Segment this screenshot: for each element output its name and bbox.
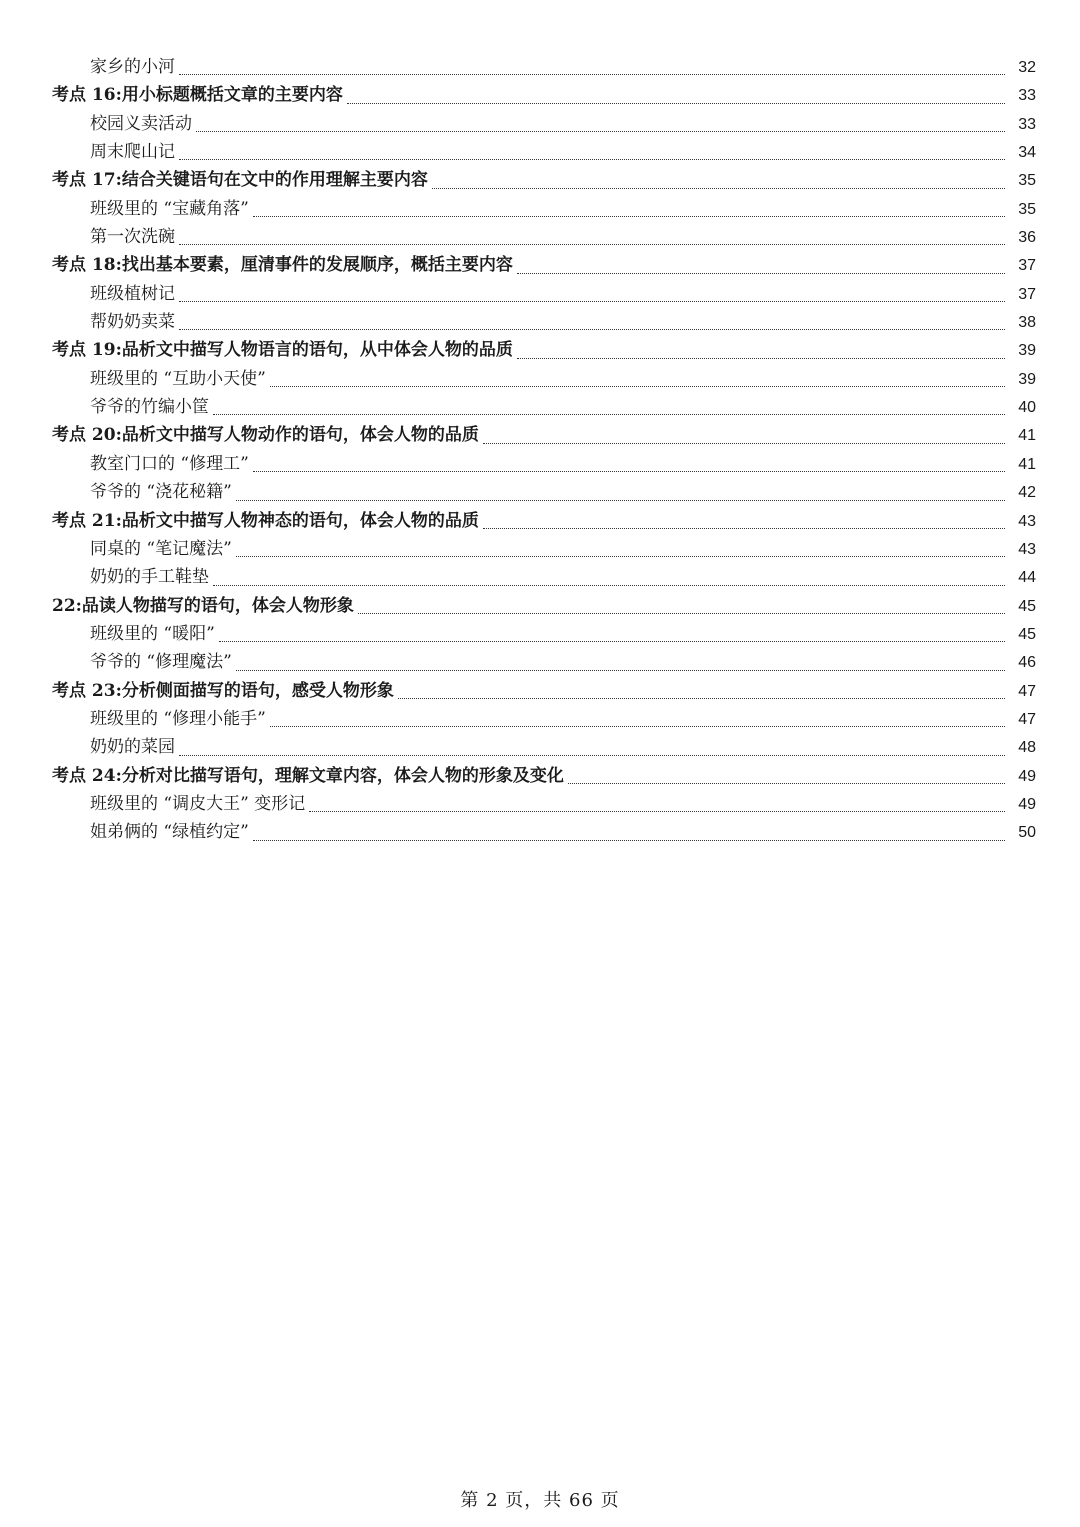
toc-entry-title: 考点 24:分析对比描写语句，理解文章内容，体会人物的形象及变化 xyxy=(52,765,564,786)
toc-page-number: 50 xyxy=(1018,824,1036,842)
toc-entry-title: 爷爷的 “修理魔法” xyxy=(90,652,232,673)
dot-leader xyxy=(347,102,1005,104)
dot-leader xyxy=(253,215,1005,217)
toc-entry-title: 考点 16:用小标题概括文章的主要内容 xyxy=(52,85,343,106)
toc-page-number: 46 xyxy=(1018,654,1036,672)
dot-leader xyxy=(236,499,1005,501)
toc-entry[interactable] xyxy=(52,223,1036,251)
toc-page-number: 37 xyxy=(1018,257,1036,275)
toc-page-number: 38 xyxy=(1018,314,1036,332)
toc-entry-title: 考点 23:分析侧面描写的语句，感受人物形象 xyxy=(52,680,394,701)
dot-leader xyxy=(270,725,1005,727)
toc-entry[interactable] xyxy=(52,733,1036,761)
toc-entry[interactable] xyxy=(52,563,1036,591)
toc-section-heading[interactable] xyxy=(52,166,1036,194)
dot-leader xyxy=(398,697,1005,699)
toc-entry[interactable] xyxy=(52,53,1036,81)
toc-page-number: 49 xyxy=(1018,767,1036,785)
dot-leader xyxy=(517,272,1005,274)
toc-entry-title: 考点 17:结合关键语句在文中的作用理解主要内容 xyxy=(52,170,428,191)
toc-section-heading[interactable] xyxy=(52,762,1036,790)
toc-entry[interactable] xyxy=(52,280,1036,308)
toc-page-number: 36 xyxy=(1018,229,1036,247)
dot-leader xyxy=(236,669,1005,671)
toc-entry-title: 班级里的 “暖阳” xyxy=(90,623,215,644)
dot-leader xyxy=(483,527,1005,529)
toc-entry-title: 考点 18:找出基本要素，厘清事件的发展顺序，概括主要内容 xyxy=(52,255,513,276)
dot-leader xyxy=(179,243,1005,245)
toc-entry[interactable] xyxy=(52,818,1036,846)
toc-entry[interactable] xyxy=(52,535,1036,563)
dot-leader xyxy=(253,839,1005,841)
toc-entry[interactable] xyxy=(52,620,1036,648)
toc-page-number: 35 xyxy=(1018,172,1036,190)
toc-entry-title: 班级里的 “宝藏角落” xyxy=(90,198,249,219)
toc-section-heading[interactable] xyxy=(52,251,1036,279)
toc-entry-title: 班级里的 “调皮大王” 变形记 xyxy=(90,793,306,814)
toc-entry-title: 同桌的 “笔记魔法” xyxy=(90,538,232,559)
toc-entry-title: 家乡的小河 xyxy=(90,57,175,77)
toc-entry[interactable] xyxy=(52,138,1036,166)
dot-leader xyxy=(213,584,1005,586)
toc-page-number: 43 xyxy=(1018,540,1036,558)
toc-page-number: 49 xyxy=(1018,795,1036,813)
toc-entry[interactable] xyxy=(52,308,1036,336)
toc-page-number: 45 xyxy=(1018,625,1036,643)
dot-leader xyxy=(219,640,1005,642)
toc-page-number: 47 xyxy=(1018,710,1036,728)
page-footer: 第 2 页，共 66 页 xyxy=(460,1490,620,1511)
toc-section-heading[interactable] xyxy=(52,507,1036,535)
toc-entry-title: 考点 20:品析文中描写人物动作的语句，体会人物的品质 xyxy=(52,425,479,446)
toc-entry-title: 帮奶奶卖菜 xyxy=(90,312,175,333)
dot-leader xyxy=(270,385,1005,387)
toc-page-number: 33 xyxy=(1018,87,1036,105)
toc-entry-title: 第一次洗碗 xyxy=(90,227,175,248)
toc-entry[interactable] xyxy=(52,365,1036,393)
dot-leader xyxy=(432,187,1005,189)
toc-entry-title: 班级植树记 xyxy=(90,283,175,304)
dot-leader xyxy=(358,612,1005,614)
dot-leader xyxy=(483,442,1005,444)
toc-entry-title: 教室门口的 “修理工” xyxy=(90,453,249,474)
dot-leader xyxy=(179,328,1005,330)
dot-leader xyxy=(179,300,1005,302)
toc-page-number: 37 xyxy=(1018,285,1036,303)
toc-section-heading[interactable] xyxy=(52,592,1036,620)
toc-page-number: 43 xyxy=(1018,512,1036,530)
toc-entry-title: 班级里的 “修理小能手” xyxy=(90,708,266,729)
toc-entry-title: 考点 19:品析文中描写人物语言的语句，从中体会人物的品质 xyxy=(52,340,513,361)
toc-section-heading[interactable] xyxy=(52,336,1036,364)
toc-page-number: 45 xyxy=(1018,597,1036,615)
dot-leader xyxy=(236,555,1005,557)
toc-page-number: 47 xyxy=(1018,682,1036,700)
toc-entry[interactable] xyxy=(52,478,1036,506)
toc-entry-title: 奶奶的菜园 xyxy=(90,737,175,758)
dot-leader xyxy=(517,357,1005,359)
toc-page-number: 42 xyxy=(1018,484,1036,502)
toc-entry-title: 姐弟俩的 “绿植约定” xyxy=(90,822,249,843)
dot-leader xyxy=(213,413,1005,415)
toc-entry[interactable] xyxy=(52,790,1036,818)
toc-entry-title: 校园义卖活动 xyxy=(90,113,192,134)
dot-leader xyxy=(253,470,1005,472)
toc-entry-title: 爷爷的竹编小筐 xyxy=(90,397,209,418)
toc-entry[interactable] xyxy=(52,110,1036,138)
toc-entry-title: 班级里的 “互助小天使” xyxy=(90,368,266,389)
toc-entry-title: 奶奶的手工鞋垫 xyxy=(90,567,209,588)
toc-section-heading[interactable] xyxy=(52,421,1036,449)
toc-entry[interactable] xyxy=(52,393,1036,421)
toc-page-number: 41 xyxy=(1018,427,1036,445)
toc-section-heading[interactable] xyxy=(52,677,1036,705)
toc-entry[interactable] xyxy=(52,195,1036,223)
toc-entry-title: 爷爷的 “浇花秘籍” xyxy=(90,482,232,503)
toc-entry[interactable] xyxy=(52,450,1036,478)
toc-section-heading[interactable] xyxy=(52,81,1036,109)
toc-page-number: 34 xyxy=(1018,144,1036,162)
dot-leader xyxy=(568,782,1005,784)
dot-leader xyxy=(179,158,1005,160)
toc-page-number: 35 xyxy=(1018,200,1036,218)
toc-entry-title: 考点 21:品析文中描写人物神态的语句，体会人物的品质 xyxy=(52,510,479,531)
toc-page-number: 41 xyxy=(1018,455,1036,473)
toc-page-number: 33 xyxy=(1018,115,1036,133)
table-of-contents xyxy=(52,53,1036,847)
dot-leader xyxy=(309,810,1005,812)
toc-page-number: 32 xyxy=(1018,59,1036,76)
toc-page-number: 39 xyxy=(1018,342,1036,360)
dot-leader xyxy=(179,73,1005,75)
toc-entry[interactable] xyxy=(52,648,1036,676)
toc-entry-title: 22:品读人物描写的语句，体会人物形象 xyxy=(52,595,354,616)
dot-leader xyxy=(179,754,1005,756)
dot-leader xyxy=(196,130,1005,132)
toc-entry[interactable] xyxy=(52,705,1036,733)
toc-page-number: 48 xyxy=(1018,739,1036,757)
toc-page-number: 40 xyxy=(1018,399,1036,417)
toc-entry-title: 周末爬山记 xyxy=(90,142,175,163)
toc-page-number: 39 xyxy=(1018,370,1036,388)
toc-page-number: 44 xyxy=(1018,569,1036,587)
